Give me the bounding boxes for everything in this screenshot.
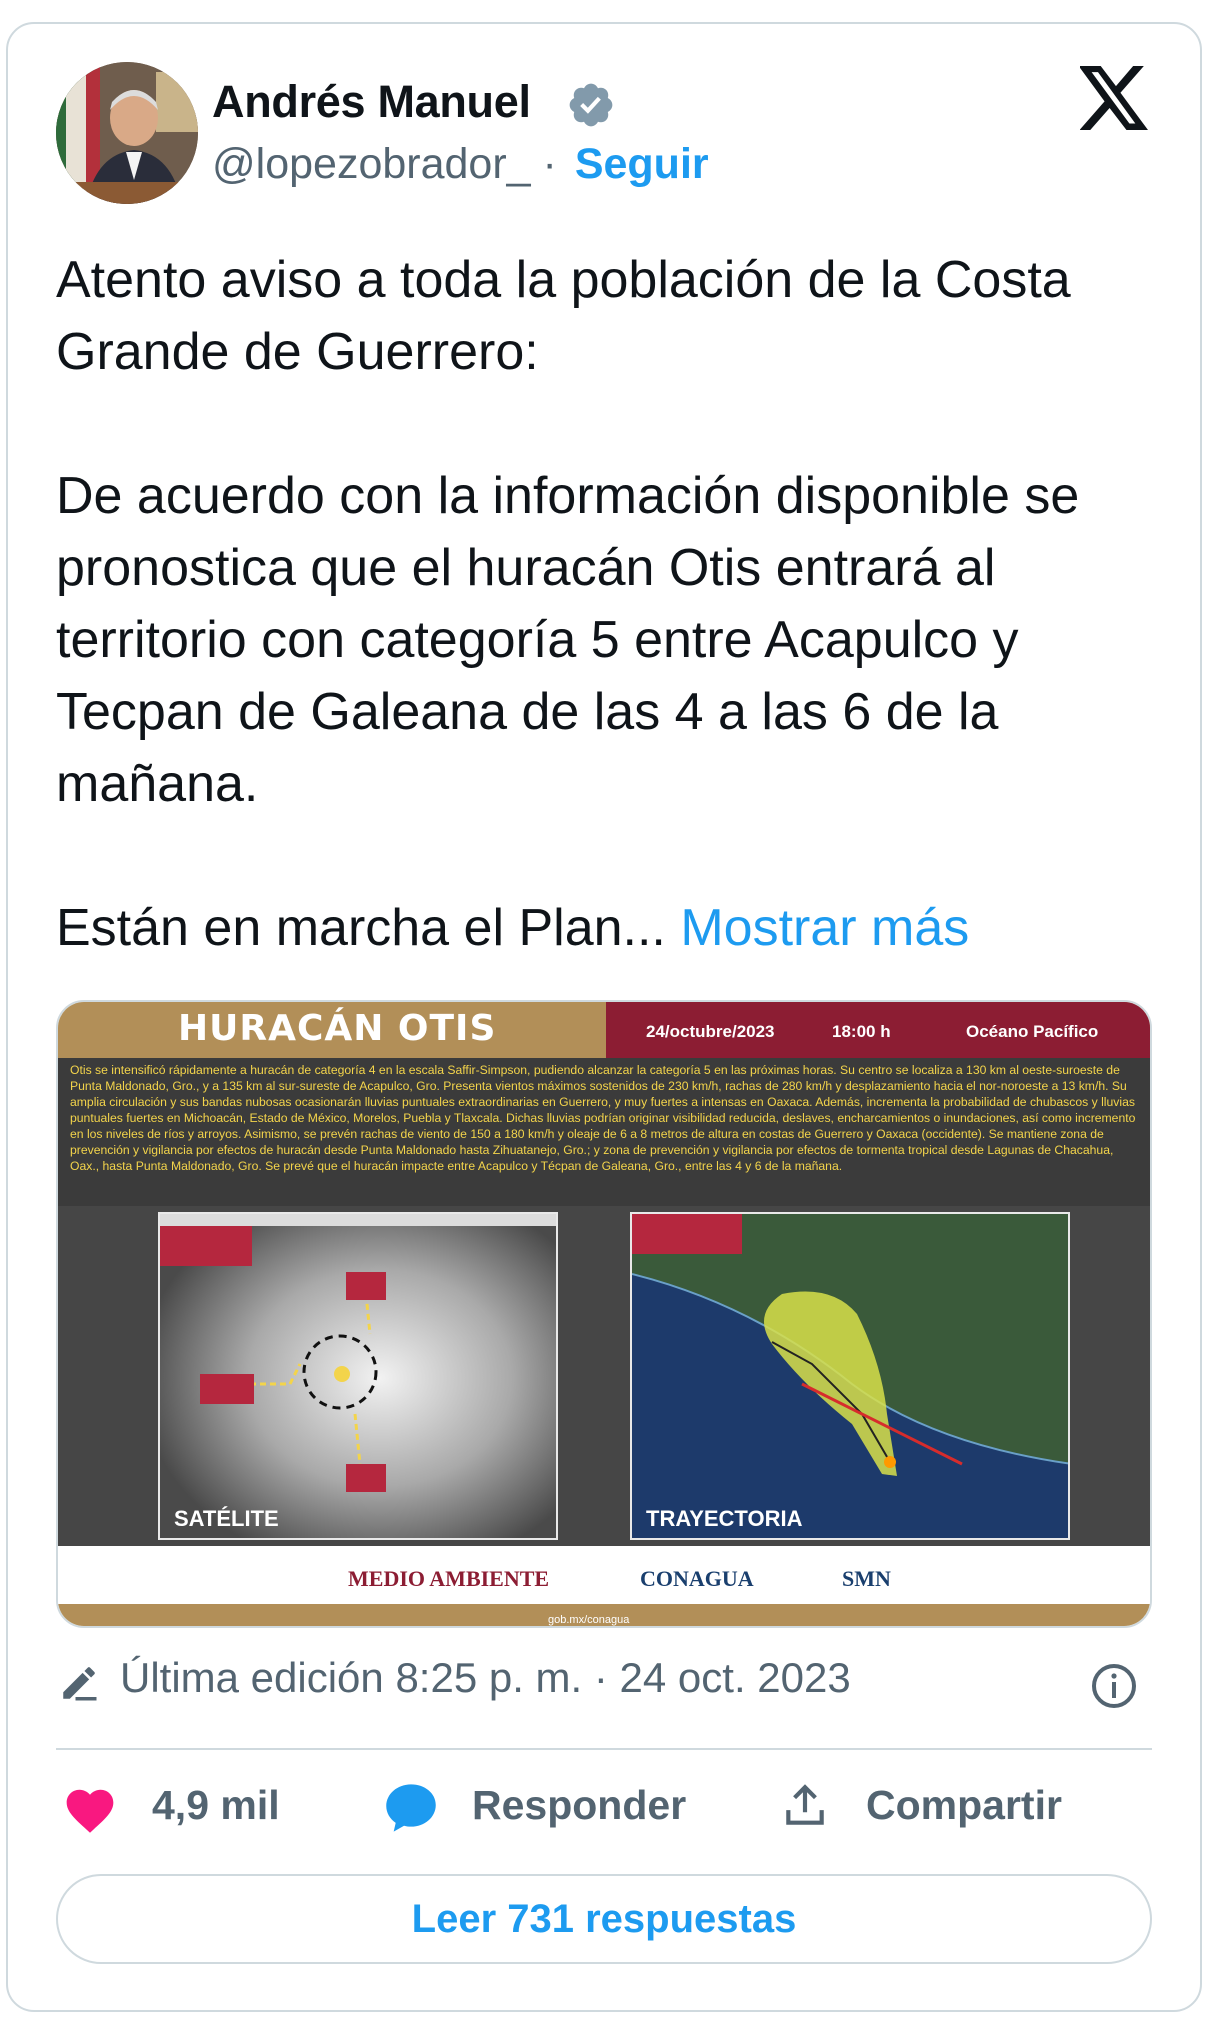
media-time: 18:00 h [832,1022,891,1041]
x-logo-icon[interactable] [1080,66,1150,130]
logo-smn: SMN [842,1566,891,1591]
media-region: Océano Pacífico [966,1022,1099,1041]
pencil-icon [58,1662,100,1704]
media-paragraph: Otis se intensificó rápidamente a huracán de categoría 4 en la escala Saffir-Simpson, pudiendo alcanzar la categoría 5 en las próximas horas. Su centro se localiza a 130 km al oeste-suroeste de Punta Maldonado, Gro., y a 135 km al sur-sureste de Acapulco, Gro. Presenta vientos máximos sostenidos de 230 km/h, rachas de 280 km/h y desplazamiento hacia el nor-noroeste a 13 km/h. Su amplia circulación y sus bandas nubosas ocasionarán lluvias puntuales extraordinarias en Guerrero, y muy fuertes a intensas en Oaxaca. Además, incrementa la probabilidad de chubascos y lluvias puntuales fuertes en Michoacán, Estado de México, Morelos, Puebla y Tlaxcala. Dichas lluvias podrían originar visibilidad reducida, deslaves, encharcamientos o inundaciones, así como incremento en los niveles de ríos y arroyos. Asimismo, se prevén rachas de viento de 150 a 180 km/h y oleaje de 6 a 8 metros de altura en costas de Guerrero y Oaxaca (occidente). Se mantiene zona de prevención y vigilancia por efectos de huracán desde Punta Maldonado hasta Zihuatanejo, Gro.; y zona de prevención y vigilancia por efectos de tormenta tropical desde Lagunas de Chacahua, Oax., hasta Punta Maldonado, Gro. Se prevé que el huracán impacte entre Acapulco y Técpan de Galeana, Gro., entre las 4 y 6 de la mañana. [58,1058,1150,1206]
reply-bubble-icon[interactable] [384,1782,438,1834]
media-footer [58,1546,1150,1628]
tweet-text [56,244,1166,964]
follow-button[interactable]: Seguir [574,140,709,188]
logo-medio-ambiente: MEDIO AMBIENTE [348,1566,550,1591]
media-title: HURACÁN OTIS [178,1008,497,1049]
media-maps [58,1206,1150,1546]
logo-conagua: CONAGUA [640,1566,754,1591]
gob-url: gob.mx/conagua [548,1614,630,1626]
verified-badge-icon [566,80,616,130]
divider [56,1748,1152,1750]
read-replies-button[interactable]: Leer 731 respuestas [56,1874,1152,1964]
handle-row [212,140,709,189]
like-count[interactable]: 4,9 mil [152,1782,280,1828]
trajectory-label: TRAYECTORIA [646,1506,803,1531]
media-date: 24/octubre/2023 [646,1022,775,1041]
truncated-text: Están en marcha el Plan... [56,899,666,957]
reply-button[interactable]: Responder [472,1782,687,1828]
tweet-paragraph-2: De acuerdo con la información disponible se pronostica que el huracán Otis entrará al territorio con categoría 5 entre Acapulco y Tecpan de Galeana de las 4 a las 6 de la mañana. [56,467,1080,813]
author-name[interactable]: Andrés Manuel [212,76,531,127]
heart-icon[interactable] [62,1782,118,1834]
share-button[interactable]: Compartir [866,1782,1062,1828]
media-header-info [606,1002,1152,1058]
info-icon[interactable] [1090,1662,1138,1710]
media-image[interactable] [56,1000,1152,1628]
author-handle[interactable]: @lopezobrador_ [212,140,531,188]
trajectory-panel [630,1212,1070,1540]
satellite-label: SATÉLITE [174,1506,279,1531]
tweet-paragraph-1: Atento aviso a toda la población de la Costa Grande de Guerrero: [56,251,1071,381]
show-more-link[interactable]: Mostrar más [680,899,970,957]
satellite-panel [158,1212,558,1540]
tweet-paragraph-3 [56,892,1166,964]
avatar[interactable] [56,62,198,204]
share-icon[interactable] [780,1780,830,1832]
separator: · [542,140,557,188]
edited-timestamp[interactable]: Última edición 8:25 p. m. · 24 oct. 2023 [120,1654,851,1701]
